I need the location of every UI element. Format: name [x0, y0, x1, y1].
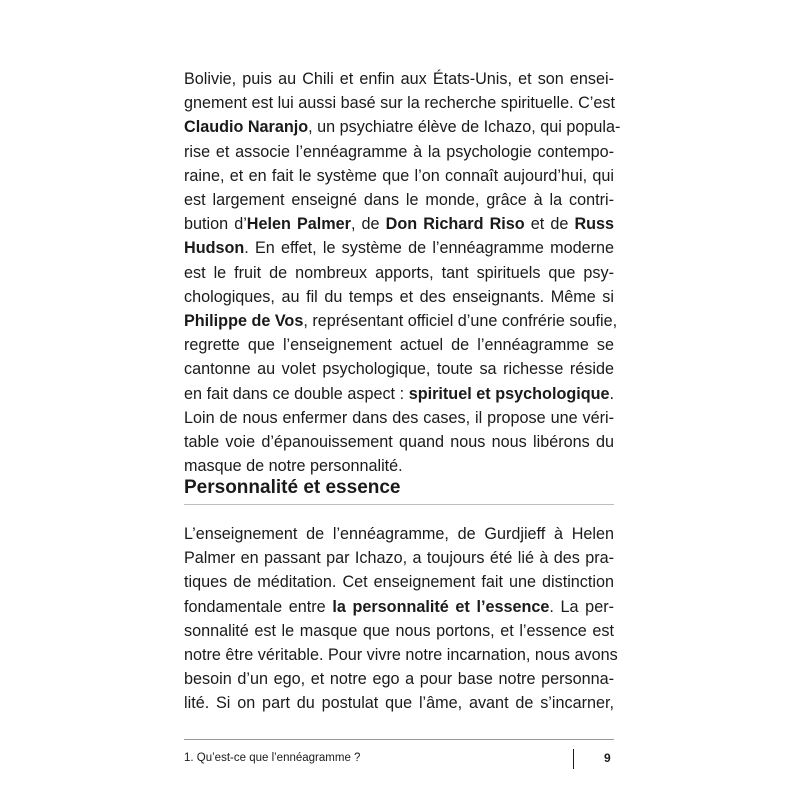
text-line: chologiques, au fil du temps et des enseignants. Même si [184, 287, 614, 306]
text-line: en fait dans ce double aspect : spirituel et psychologique. [184, 384, 614, 403]
text-line: tiques de méditation. Cet enseignement fait une distinction [184, 573, 614, 592]
text-line: Philippe de Vos, représentant officiel d’une confrérie soufie, [184, 312, 618, 331]
text-line: L’enseignement de l’ennéagramme, de Gurdjieff à Helen [184, 525, 614, 543]
text-line: bution d’Helen Palmer, de Don Richard Riso et de Russ [184, 215, 615, 234]
section-heading-wrap [184, 476, 614, 505]
bold-name: Philippe de Vos [184, 312, 304, 331]
text-line: besoin d’un ego, et notre ego a pour base notre personna- [184, 670, 614, 689]
text-line: sonnalité est le masque que nous portons, et l’essence est [184, 621, 614, 640]
text-line: notre être véritable. Pour vivre notre incarnation, nous avons [184, 646, 618, 665]
text-line: rise et associe l’ennéagramme à la psychologie contempo- [184, 142, 614, 161]
text-line: gnement est lui aussi basé sur la recherche spirituelle. C’est [184, 94, 615, 113]
body-paragraph-2 [184, 522, 618, 716]
text-line: regrette que l’enseignement actuel de l’ennéagramme se [184, 336, 614, 355]
bold-name: Don Richard Riso [385, 215, 525, 234]
page-number: 9 [604, 751, 611, 765]
text-line: raine, et en fait le système que l’on connaît aujourd’hui, qui [184, 166, 614, 185]
text-line: fondamentale entre la personnalité et l’essence. La per- [184, 597, 614, 616]
running-footer-chapter: 1. Qu’est-ce que l’ennéagramme ? [184, 752, 361, 764]
bold-name: Claudio Naranjo [184, 118, 309, 137]
bold-name: Helen Palmer [246, 215, 351, 234]
text-line: Loin de nous enfermer dans des cases, il propose une véri- [184, 408, 614, 427]
bold-emphasis: spirituel et psychologique [408, 384, 610, 403]
text-line: Hudson. En effet, le système de l’ennéagramme moderne [184, 239, 614, 258]
text-line: lité. Si on part du postulat que l’âme, avant de s’incarner, [184, 694, 614, 713]
body-paragraph-1 [184, 67, 621, 478]
text-line: Palmer en passant par Ichazo, a toujours été lié à des pra- [184, 549, 614, 568]
footer-rule [184, 739, 614, 740]
footer-separator [573, 749, 574, 769]
text-line: est largement enseigné dans le monde, grâce à la contri- [184, 191, 614, 210]
text-line: Bolivie, puis au Chili et enfin aux États-Unis, et son ensei- [184, 70, 614, 88]
bold-name: Hudson [184, 239, 245, 258]
text-line: Claudio Naranjo, un psychiatre élève de Ichazo, qui popula- [184, 118, 621, 137]
text-line: masque de notre personnalité. [184, 457, 403, 476]
bold-emphasis: la personnalité et l’essence [332, 597, 550, 616]
text-line: cantonne au volet psychologique, toute sa richesse réside [184, 360, 614, 379]
text-line: est le fruit de nombreux apports, tant spirituels que psy- [184, 263, 614, 282]
section-heading: Personnalité et essence [184, 476, 614, 505]
text-line: table voie d’épanouissement quand nous nous libérons du [184, 433, 614, 452]
bold-name: Russ [574, 215, 615, 234]
